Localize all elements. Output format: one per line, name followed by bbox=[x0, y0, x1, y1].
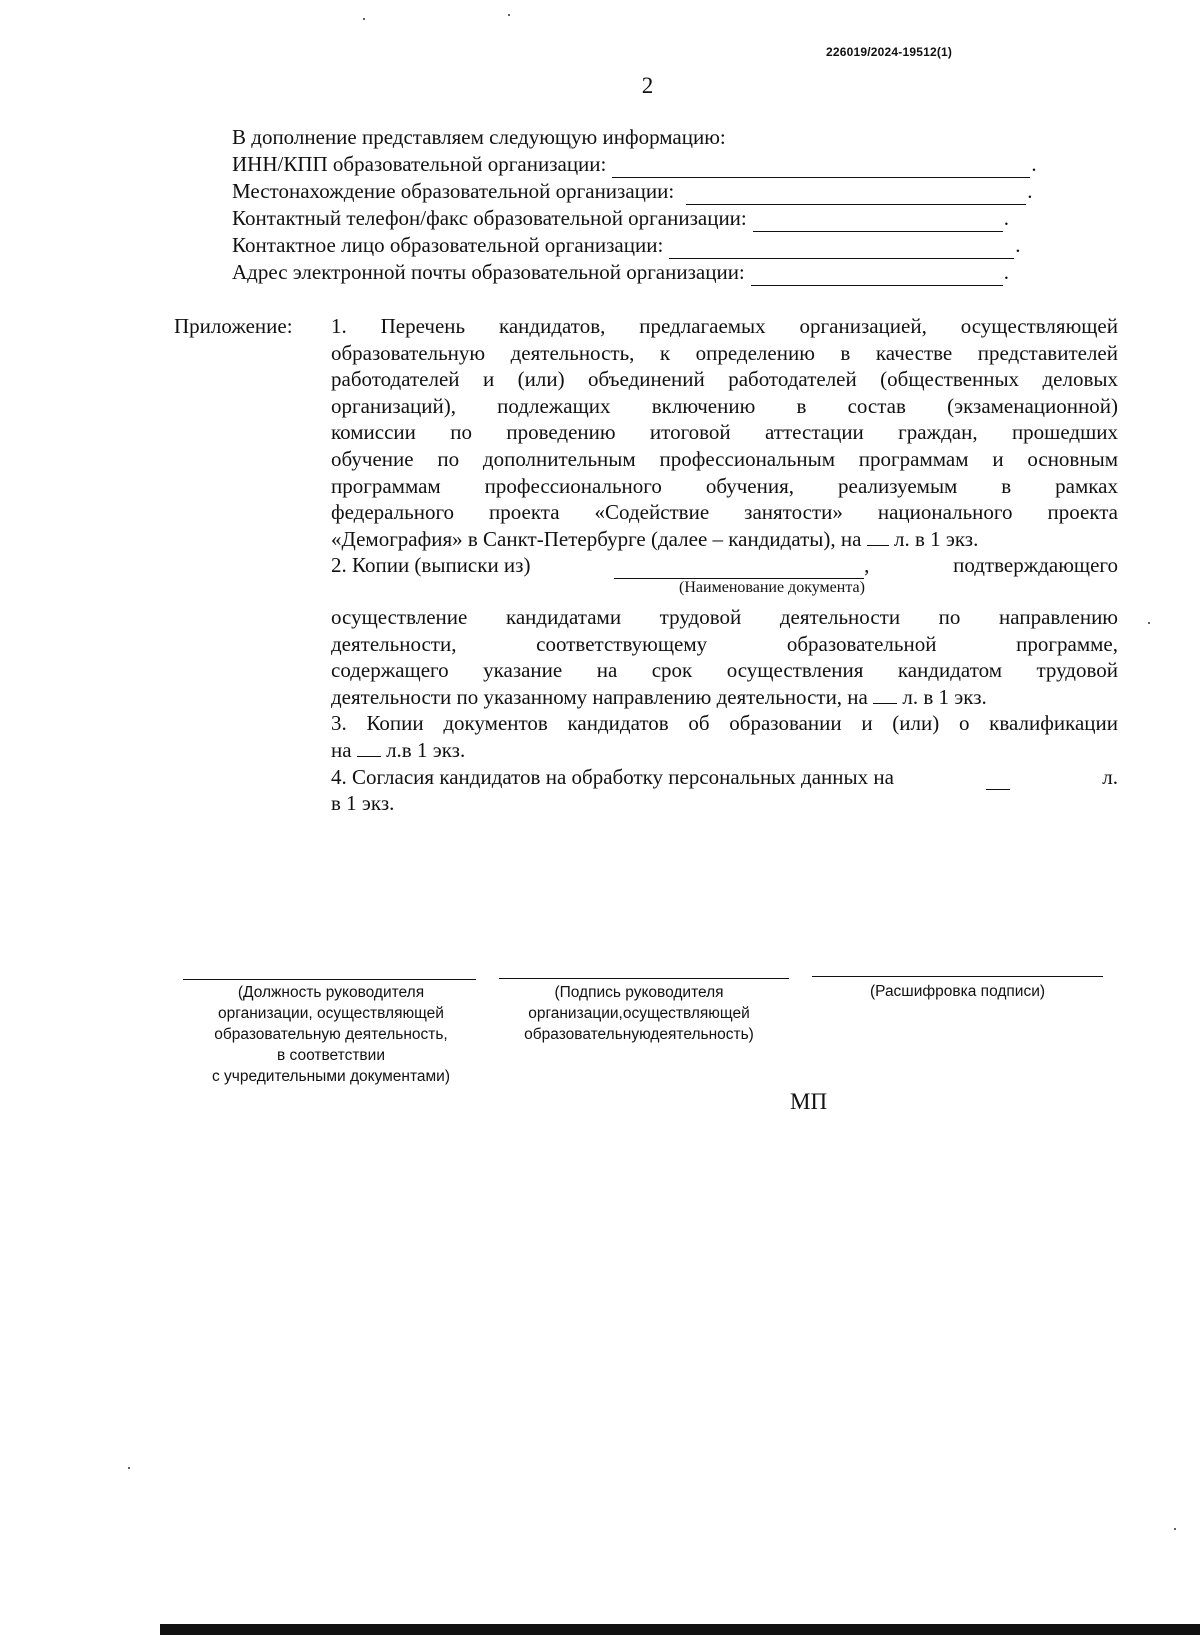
decoding-caption: (Расшифровка подписи) bbox=[869, 983, 1046, 1000]
blank-line bbox=[612, 156, 1030, 178]
attachment-line: деятельности по указанному направлению деятельности, на л. в 1 экз. bbox=[331, 684, 987, 709]
scan-speck bbox=[1174, 1528, 1176, 1530]
attachment-line: осуществление кандидатами трудовой деятельности по направлению bbox=[331, 604, 1118, 629]
signature-line bbox=[499, 978, 789, 979]
attachment-line: работодателей и (или) объединений работодателей (общественных деловых bbox=[331, 367, 1118, 392]
attachment-line: комиссии по проведению итоговой аттестации граждан, прошедших bbox=[331, 420, 1118, 445]
blank-line bbox=[986, 771, 1010, 790]
info-field-phone: Контактный телефон/факс образовательной организации: . bbox=[232, 206, 1010, 230]
scan-speck bbox=[363, 18, 365, 20]
blank-line bbox=[753, 210, 1003, 232]
attachment-line: на л.в 1 экз. bbox=[331, 737, 466, 762]
blank-line bbox=[669, 237, 1014, 259]
info-field-email: Адрес электронной почты образовательной организации: . bbox=[232, 260, 1010, 284]
field-label: Местонахождение образовательной организации: bbox=[232, 179, 675, 203]
attachments-label: Приложение: bbox=[174, 314, 293, 338]
attachment-line: образовательную деятельность, к определению в качестве представителей bbox=[331, 340, 1118, 365]
scan-speck bbox=[1148, 622, 1150, 624]
field-label: Адрес электронной почты образовательной организации: bbox=[232, 260, 745, 284]
attachment-line: 2. Копии (выписки из) , подтверждающего bbox=[331, 553, 1118, 578]
decoding-signature-line bbox=[812, 976, 1103, 977]
field-label: ИНН/КПП образовательной организации: bbox=[232, 152, 607, 176]
attachment-line: деятельности, соответствующему образовательной программе, bbox=[331, 631, 1118, 656]
info-block bbox=[232, 124, 1112, 286]
scan-speck bbox=[128, 1467, 130, 1469]
info-field-inn: ИНН/КПП образовательной организации: . bbox=[232, 152, 1037, 176]
blank-line bbox=[357, 738, 381, 757]
document-id: 226019/2024-19512(1) bbox=[826, 45, 953, 59]
scan-edge-bar bbox=[160, 1624, 1200, 1635]
attachment-line: содержащего указание на срок осуществления кандидатом трудовой bbox=[331, 658, 1118, 683]
attachments-list bbox=[331, 313, 1118, 817]
attachment-line: в 1 экз. bbox=[331, 791, 395, 816]
blank-line bbox=[873, 685, 897, 704]
field-label: Контактный телефон/факс образовательной организации: bbox=[232, 206, 747, 230]
attachment-line: «Демография» в Санкт-Петербурге (далее – кандидаты), на л. в 1 экз. bbox=[331, 526, 979, 551]
stamp-placeholder: МП bbox=[790, 1089, 828, 1114]
attachment-line: программам профессионального обучения, реализуемым в рамках bbox=[331, 473, 1118, 498]
position-signature-line bbox=[183, 979, 476, 980]
position-caption: (Должность руководителя организации, осуществляющей образовательную деятельность, в соответствии с учредительными документами) bbox=[211, 984, 450, 1085]
scan-speck bbox=[508, 14, 510, 16]
attachment-line: 1. Перечень кандидатов, предлагаемых организацией, осуществляющей bbox=[331, 314, 1118, 338]
attachment-line: 4. Согласия кандидатов на обработку персональных данных на л. bbox=[331, 764, 1118, 789]
attachment-line: федерального проекта «Содействие занятости» национального проекта bbox=[331, 500, 1118, 525]
attachment-item-4 bbox=[331, 764, 1118, 817]
attachment-line: обучение по дополнительным профессиональным программам и основным bbox=[331, 446, 1118, 471]
page-number: 2 bbox=[641, 73, 654, 98]
attachment-line: 3. Копии документов кандидатов об образовании и (или) о квалификации bbox=[331, 711, 1118, 736]
attachment-line: организаций), подлежащих включению в состав (экзаменационной) bbox=[331, 393, 1118, 418]
document-name-caption: (Наименование документа) bbox=[679, 578, 865, 596]
blank-line bbox=[867, 527, 889, 546]
attachment-item-1 bbox=[331, 313, 1118, 552]
attachment-item-3 bbox=[331, 710, 1118, 763]
blank-line bbox=[686, 183, 1026, 205]
info-intro: В дополнение представляем следующую информацию: bbox=[232, 125, 726, 149]
attachment-item-2 bbox=[331, 552, 1118, 710]
info-field-contact: Контактное лицо образовательной организации: . bbox=[232, 233, 1021, 257]
blank-line bbox=[614, 560, 864, 579]
field-label: Контактное лицо образовательной организации: bbox=[232, 233, 664, 257]
info-field-location: Местонахождение образовательной организации: . bbox=[232, 179, 1033, 203]
signature-caption: (Подпись руководителя организации,осуществляющей образовательнуюдеятельность) bbox=[524, 984, 754, 1043]
blank-line bbox=[751, 264, 1003, 286]
